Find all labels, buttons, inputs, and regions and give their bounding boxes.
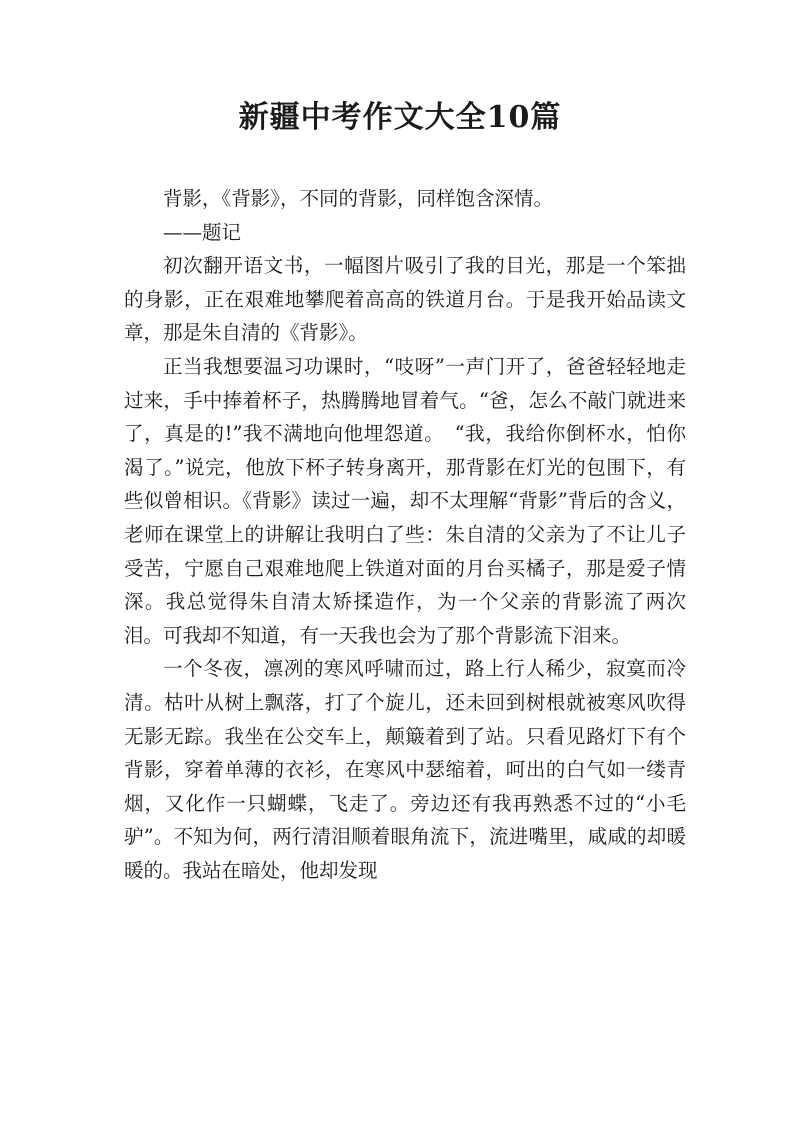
paragraph-epigraph-attribution: ——题记 bbox=[163, 220, 242, 244]
paragraph: 初次翻开语文书，一幅图片吸引了我的目光，那是一个笨拙的身影，正在艰难地攀爬着高高的铁道月台。于是我开始品读文章，那是朱自清的《背影》。 bbox=[124, 254, 686, 345]
document-title: 新疆中考作文大全10篇 bbox=[238, 100, 562, 135]
document-body bbox=[124, 182, 686, 887]
paragraph: 一个冬夜，凛冽的寒风呼啸而过，路上行人稀少，寂寞而冷清。枯叶从树上飘落，打了个旋儿，还未回到树根就被寒风吹得无影无踪。我坐在公交车上，颠簸着到了站。只看见路灯下有个背影，穿着单薄的衣衫，在寒风中瑟缩着，呵出的白气如一缕青烟，又化作一只蝴蝶，飞走了。旁边还有我再熟悉不过的“小毛驴”。不知为何，两行清泪顺着眼角流下，流进嘴里，咸咸的却暖暖的。我站在暗处，他却发现 bbox=[124, 657, 686, 882]
paragraph-epigraph: 背影，《背影》，不同的背影，同样饱含深情。 bbox=[163, 187, 554, 210]
paragraph: 正当我想要温习功课时，“吱呀”一声门开了，爸爸轻轻地走过来，手中捧着杯子，热腾腾地冒着气。“爸，怎么不敲门就进来了，真是的!”我不满地向他埋怨道。 “我，我给你倒杯水，怕你渴了。”说完，他放下杯子转身离开，那背影在灯光的包围下，有些似曾相识。《背影》读过一遍，却不太理解“背影”背后的含义，老师在课堂上的讲解让我明白了些：朱自清的父亲为了不让儿子受苦，宁愿自己艰难地爬上铁道对面的月台买橘子，那是爱子情深。我总觉得朱自清太矫揉造作，为一个父亲的背影流了两次泪。可我却不知道，有一天我也会为了那个背影流下泪来。 bbox=[124, 354, 686, 647]
